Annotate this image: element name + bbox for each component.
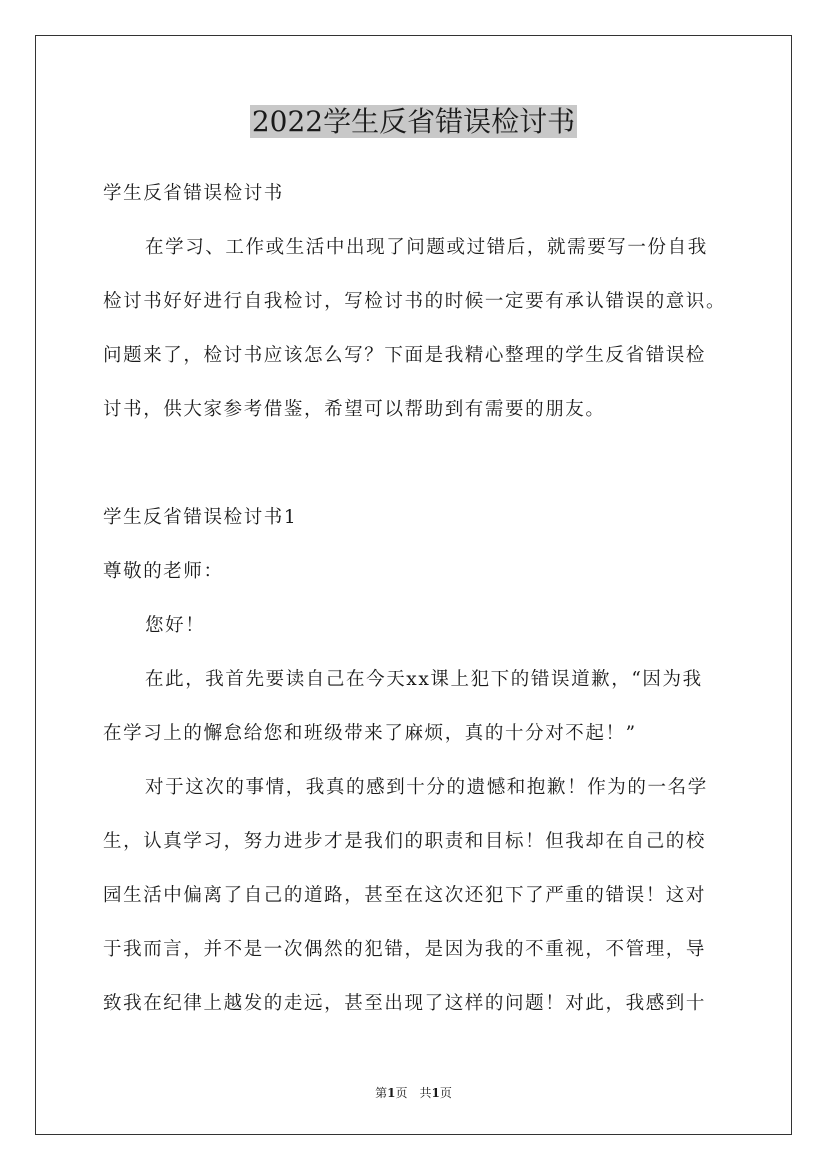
section-title: 学生反省错误检讨书1 bbox=[103, 507, 298, 528]
intro-line: 问题来了，检讨书应该怎么写？下面是我精心整理的学生反省错误检 bbox=[103, 345, 707, 366]
page-footer: 第1页 共1页 bbox=[375, 1086, 452, 1100]
intro-line: 在学习、工作或生活中出现了问题或过错后，就需要写一份自我 bbox=[145, 237, 708, 258]
document-title: 2022学生反省错误检讨书 bbox=[251, 105, 576, 138]
salutation: 尊敬的老师： bbox=[103, 561, 224, 582]
greeting: 您好！ bbox=[145, 615, 206, 636]
paragraph-line: 在此，我首先要读自己在今天xx课上犯下的错误道歉，“因为我 bbox=[145, 669, 703, 690]
intro-line: 检讨书好好进行自我检讨，写检讨书的时候一定要有承认错误的意识。 bbox=[103, 291, 727, 312]
paragraph-line: 于我而言，并不是一次偶然的犯错，是因为我的不重视，不管理，导 bbox=[103, 939, 707, 960]
document-heading: 学生反省错误检讨书 bbox=[103, 183, 284, 204]
paragraph-line: 对于这次的事情，我真的感到十分的遗憾和抱歉！作为的一名学 bbox=[145, 777, 708, 798]
paragraph-line: 在学习上的懈怠给您和班级带来了麻烦，真的十分对不起！” bbox=[103, 723, 637, 744]
paragraph-line: 致我在纪律上越发的走远，甚至出现了这样的问题！对此，我感到十 bbox=[103, 993, 707, 1014]
paragraph-line: 园生活中偏离了自己的道路，甚至在这次还犯下了严重的错误！这对 bbox=[103, 885, 707, 906]
intro-line: 讨书，供大家参考借鉴，希望可以帮助到有需要的朋友。 bbox=[103, 399, 606, 420]
paragraph-line: 生，认真学习，努力进步才是我们的职责和目标！但我却在自己的校 bbox=[103, 831, 707, 852]
